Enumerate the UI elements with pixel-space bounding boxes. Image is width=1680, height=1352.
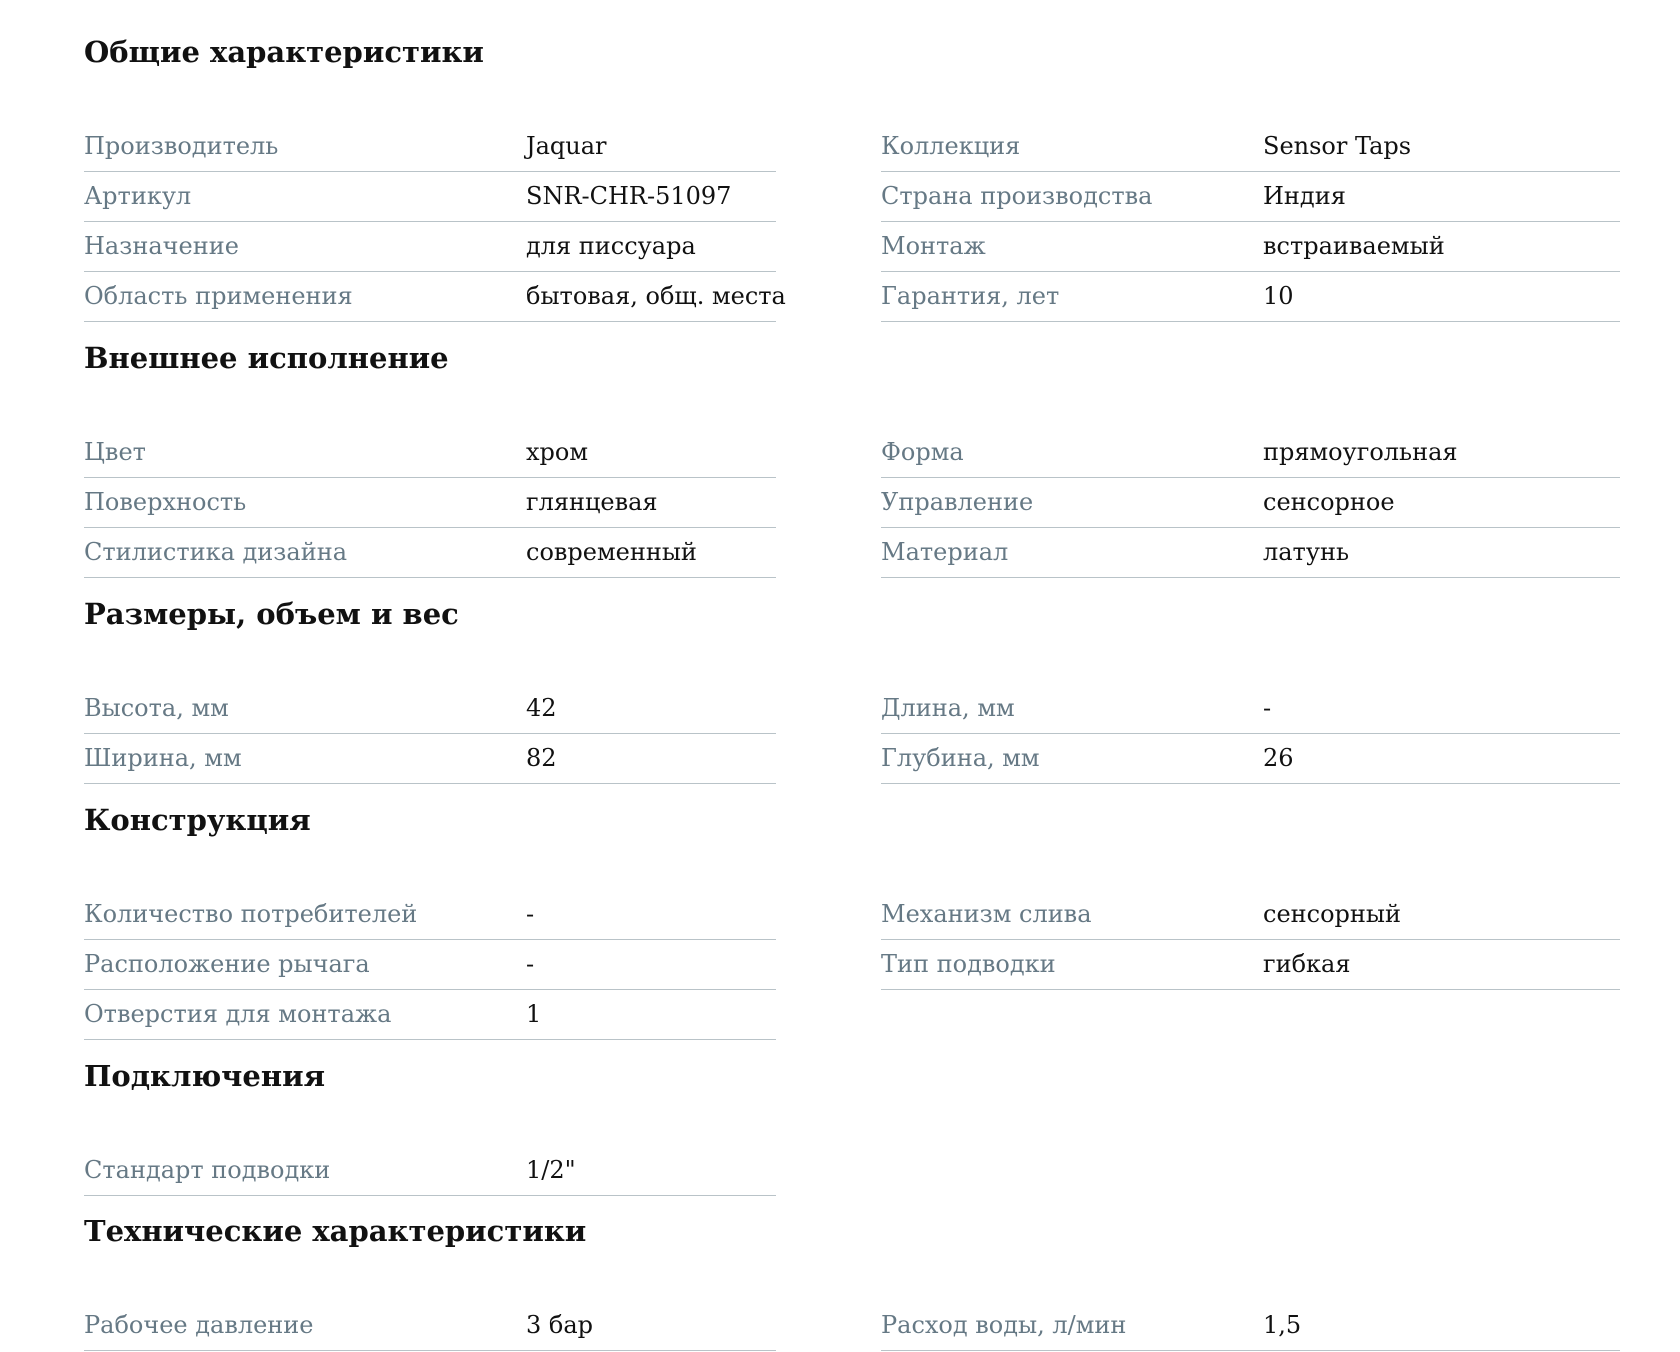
spec-value: Sensor Taps xyxy=(1263,132,1412,160)
spec-row xyxy=(84,123,776,172)
spec-label: Цвет xyxy=(84,438,146,466)
spec-column-left xyxy=(84,891,776,1041)
spec-row xyxy=(84,223,776,272)
spec-value: глянцевая xyxy=(526,488,658,516)
section-title: Размеры, объем и вес xyxy=(84,597,459,631)
spec-value: хром xyxy=(526,438,589,466)
section-title: Конструкция xyxy=(84,803,311,837)
spec-label: Ширина, мм xyxy=(84,744,242,772)
spec-value: SNR-CHR-51097 xyxy=(526,182,732,210)
spec-label: Коллекция xyxy=(881,132,1021,160)
spec-row xyxy=(84,529,776,578)
section-title: Технические характеристики xyxy=(84,1214,587,1248)
spec-label: Стилистика дизайна xyxy=(84,538,348,566)
section-title: Подключения xyxy=(84,1059,326,1093)
spec-value: 1,5 xyxy=(1263,1311,1302,1339)
spec-column-right xyxy=(881,685,1620,785)
spec-row xyxy=(881,479,1620,528)
spec-value: бытовая, общ. места xyxy=(526,282,786,310)
spec-value: встраиваемый xyxy=(1263,232,1445,260)
spec-row xyxy=(881,429,1620,478)
spec-value: 42 xyxy=(526,694,557,722)
spec-row xyxy=(881,173,1620,222)
spec-label: Тип подводки xyxy=(881,950,1056,978)
spec-value: - xyxy=(526,900,535,928)
spec-label: Глубина, мм xyxy=(881,744,1040,772)
spec-label: Расход воды, л/мин xyxy=(881,1311,1127,1339)
spec-label: Производитель xyxy=(84,132,279,160)
spec-label: Монтаж xyxy=(881,232,986,260)
spec-label: Отверстия для монтажа xyxy=(84,1000,392,1028)
spec-value: современный xyxy=(526,538,697,566)
spec-column-left xyxy=(84,1302,776,1352)
spec-label: Форма xyxy=(881,438,964,466)
spec-label: Рабочее давление xyxy=(84,1311,314,1339)
spec-column-left xyxy=(84,123,786,323)
spec-row xyxy=(881,735,1620,784)
spec-row xyxy=(84,1302,776,1351)
spec-row xyxy=(84,735,776,784)
spec-row xyxy=(881,529,1620,578)
section-title: Общие характеристики xyxy=(84,35,484,69)
spec-label: Количество потребителей xyxy=(84,900,418,928)
spec-column-right xyxy=(881,891,1620,991)
spec-label: Артикул xyxy=(84,182,192,210)
spec-value: гибкая xyxy=(1263,950,1351,978)
spec-row xyxy=(881,223,1620,272)
spec-column-right xyxy=(881,123,1620,323)
spec-value: 3 бар xyxy=(526,1311,594,1339)
spec-column-left xyxy=(84,685,776,785)
spec-label: Стандарт подводки xyxy=(84,1156,331,1184)
spec-row xyxy=(84,429,776,478)
spec-row xyxy=(84,173,776,222)
spec-row xyxy=(84,891,776,940)
spec-row xyxy=(84,685,776,734)
spec-value: латунь xyxy=(1263,538,1350,566)
spec-column-right xyxy=(881,1302,1620,1352)
spec-row xyxy=(84,1147,776,1196)
spec-row xyxy=(881,685,1620,734)
section-title: Внешнее исполнение xyxy=(84,341,449,375)
spec-value: 1 xyxy=(526,1000,542,1028)
spec-label: Материал xyxy=(881,538,1009,566)
spec-row xyxy=(881,123,1620,172)
spec-row xyxy=(84,941,776,990)
spec-label: Гарантия, лет xyxy=(881,282,1060,310)
spec-value: - xyxy=(1263,694,1272,722)
spec-row xyxy=(881,941,1620,990)
spec-column-left xyxy=(84,429,776,579)
spec-label: Область применения xyxy=(84,282,353,310)
spec-label: Управление xyxy=(881,488,1034,516)
spec-value: 1/2" xyxy=(526,1156,576,1184)
spec-value: для писсуара xyxy=(526,232,696,260)
spec-value: Индия xyxy=(1263,182,1346,210)
spec-value: сенсорный xyxy=(1263,900,1401,928)
spec-value: 26 xyxy=(1263,744,1294,772)
spec-label: Длина, мм xyxy=(881,694,1015,722)
spec-value: 10 xyxy=(1263,282,1294,310)
spec-label: Высота, мм xyxy=(84,694,229,722)
spec-row xyxy=(881,891,1620,940)
spec-label: Механизм слива xyxy=(881,900,1092,928)
spec-value: сенсорное xyxy=(1263,488,1395,516)
spec-label: Поверхность xyxy=(84,488,247,516)
spec-row xyxy=(84,991,776,1040)
spec-value: 82 xyxy=(526,744,557,772)
spec-value: - xyxy=(526,950,535,978)
spec-row xyxy=(84,273,786,322)
spec-label: Расположение рычага xyxy=(84,950,370,978)
spec-column-left xyxy=(84,1147,776,1197)
spec-column-right xyxy=(881,429,1620,579)
spec-row xyxy=(84,479,776,528)
spec-label: Назначение xyxy=(84,232,239,260)
spec-label: Страна производства xyxy=(881,182,1153,210)
spec-value: прямоугольная xyxy=(1263,438,1458,466)
spec-value: Jaquar xyxy=(526,132,607,160)
spec-row xyxy=(881,1302,1620,1351)
spec-row xyxy=(881,273,1620,322)
